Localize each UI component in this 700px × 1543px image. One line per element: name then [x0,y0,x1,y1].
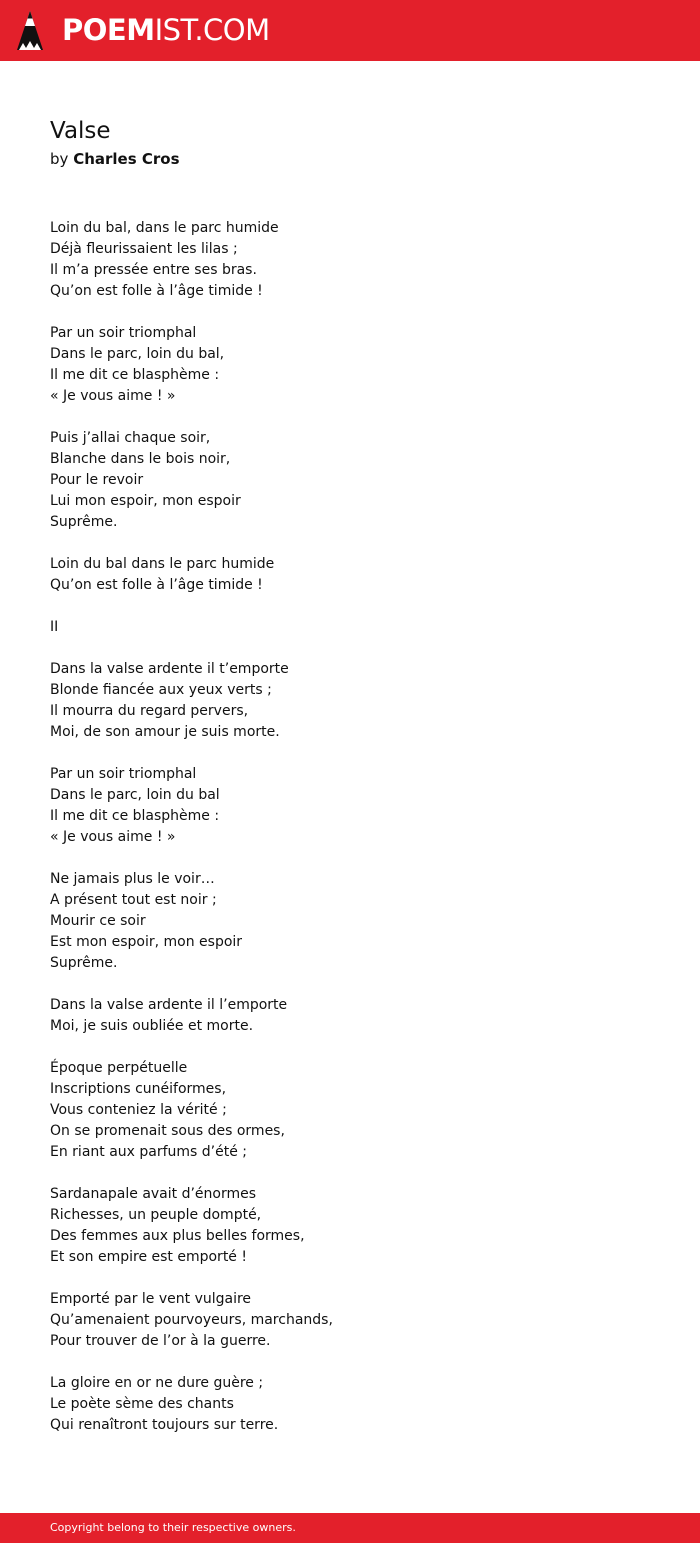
poem-line: Déjà fleurissaient les lilas ; [50,241,238,257]
poem-stanza [50,323,650,407]
poem-line: Il me dit ce blasphème : [50,808,220,824]
poem-line: Lui mon espoir, mon espoir [50,493,241,509]
poem-line: Des femmes aux plus belles formes, [50,1228,305,1244]
poem-line: Suprême. [50,514,118,530]
poem-line: Emporté par le vent vulgaire [50,1291,252,1307]
byline [50,148,180,170]
poem-line: A présent tout est noir ; [50,892,217,908]
site-logo-text[interactable] [62,12,270,48]
poem-stanza [50,659,650,743]
poem-stanza [50,1058,650,1163]
poem-line: Dans la valse ardente il t’emporte [50,661,289,677]
poem-line: Et son empire est emporté ! [50,1249,247,1265]
brand-bold-text: POEM [62,13,155,47]
copyright-text: Copyright belong to their respective owners. [50,1521,296,1534]
poem-line: Inscriptions cunéiformes, [50,1081,227,1097]
poem-line: Qu’on est folle à l’âge timide ! [50,577,263,593]
poem-line: Qu’on est folle à l’âge timide ! [50,283,263,299]
poem-line: Par un soir triomphal [50,325,197,341]
site-header [0,0,700,61]
poem-line: Qu’amenaient pourvoyeurs, marchands, [50,1312,333,1328]
author-name: Charles Cros [73,150,180,168]
poem-stanza [50,617,650,638]
poem-line: Suprême. [50,955,118,971]
poem-title: Valse [50,118,111,144]
poem-stanza [50,764,650,848]
poem-line: Est mon espoir, mon espoir [50,934,243,950]
poem-line: Richesses, un peuple dompté, [50,1207,262,1223]
poem-line: Sardanapale avait d’énormes [50,1186,257,1202]
poem-line: Loin du bal, dans le parc humide [50,220,279,236]
poem-line: Dans le parc, loin du bal [50,787,220,803]
poem-line: On se promenait sous des ormes, [50,1123,285,1139]
poem-line: Moi, je suis oubliée et morte. [50,1018,254,1034]
poem-line: Dans la valse ardente il l’emporte [50,997,288,1013]
poem-line: Blonde fiancée aux yeux verts ; [50,682,272,698]
poem-stanza [50,1289,650,1352]
poem-line: II [50,619,59,635]
brand-light-text: IST.COM [154,13,270,47]
poem-line: Pour trouver de l’or à la guerre. [50,1333,271,1349]
poem-stanza [50,218,650,302]
poem-line: Le poète sème des chants [50,1396,234,1412]
poem-line: Pour le revoir [50,472,144,488]
poem-line: Époque perpétuelle [50,1060,188,1076]
poem-line: Vous conteniez la vérité ; [50,1102,227,1118]
poem-stanza [50,995,650,1037]
poem-body [50,218,650,1457]
poem-stanza [50,1373,650,1436]
poem-line: Il mourra du regard pervers, [50,703,249,719]
poem-line: Il m’a pressée entre ses bras. [50,262,257,278]
poem-line: Blanche dans le bois noir, [50,451,231,467]
poem-line: Qui renaîtront toujours sur terre. [50,1417,279,1433]
poem-line: Il me dit ce blasphème : [50,367,220,383]
poem-line: Dans le parc, loin du bal, [50,346,225,362]
poem-stanza [50,554,650,596]
poem-line: Par un soir triomphal [50,766,197,782]
poem-line: Ne jamais plus le voir… [50,871,215,887]
poem-line: La gloire en or ne dure guère ; [50,1375,264,1391]
poem-stanza [50,1184,650,1268]
poem-line: Mourir ce soir [50,913,146,929]
poem-line: « Je vous aime ! » [50,829,176,845]
by-label: by [50,150,69,168]
poem-line: En riant aux parfums d’été ; [50,1144,248,1160]
poem-line: Puis j’allai chaque soir, [50,430,211,446]
site-footer [0,1513,700,1543]
pencil-icon[interactable] [16,10,44,52]
poem-line: Loin du bal dans le parc humide [50,556,275,572]
poem-stanza [50,869,650,974]
poem-stanza [50,428,650,533]
poem-line: Moi, de son amour je suis morte. [50,724,280,740]
poem-line: « Je vous aime ! » [50,388,176,404]
